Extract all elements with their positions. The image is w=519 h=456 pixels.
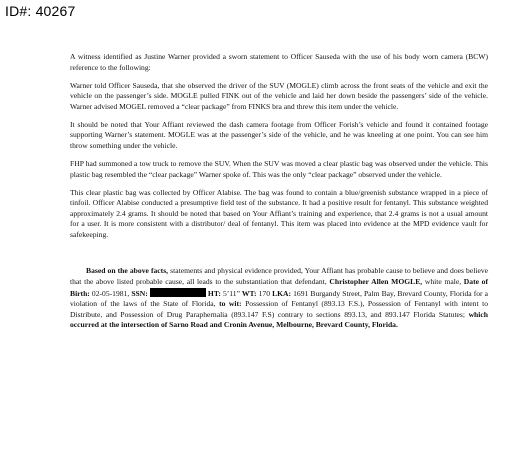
weight-value: 170: [256, 288, 273, 298]
to-wit-label: to wit:: [219, 299, 242, 309]
dob-label: Date of Birth:: [70, 277, 488, 298]
document-id: ID#: 40267: [5, 3, 76, 19]
paragraph-tow-truck: FHP had summoned a tow truck to remove the SUV. When the SUV was moved a clear plastic bag was observed under the vehicle. This plastic bag resembled the “clear package” Warner spoke of. This was the only “clear package” observed under the vehicle.: [70, 158, 488, 179]
ssn-redaction-bar: [150, 288, 206, 297]
lka-value: 1691 Burgandy Street, Palm Bay, Brevard County, Florida for a violation of the laws of the State of Florida,: [70, 288, 488, 309]
lead-bold-text: Based on the above facts,: [86, 266, 169, 276]
height-value: 5’11”: [220, 288, 240, 298]
weight-label: WT:: [239, 288, 257, 298]
paragraph-witness-statement: A witness identified as Justine Warner provided a sworn statement to Officer Sauseda with the use of his body worn camera (BCW) reference to the following:: [70, 52, 488, 72]
paragraph-probable-cause: [70, 266, 488, 331]
document-body: [70, 52, 488, 338]
dob-value: 02-05-1981,: [89, 288, 132, 298]
paragraph-field-test: This clear plastic bag was collected by Officer Alabise. The bag was found to contain a blue/greenish substance wrapped in a piece of tinfoil. Officer Alabise conducted a presumptive field test of the substance. It had a positive result for fentanyl. This substance weighted approximately 2.4 grams. It should be noted that based on Your Affiant’s training and experience, that 2.4 grams is not a usual amount for a user. It is more consistent with a distributor/ deal of fentanyl. This item was placed into evidence at the MPD evidence vault for safekeeping.: [70, 187, 488, 239]
incident-location: which occurred at the intersection of Sarno Road and Cronin Avenue, Melbourne, Brevard County, Florida.: [70, 309, 488, 330]
paragraph-dash-camera: It should be noted that Your Affiant reviewed the dash camera footage from Officer Forish’s vehicle and found it contained footage supporting Warner’s statement. MOGLE was at the passenger’s side of the vehicle, and he was kneeling at one point. You can see him throw something under the vehicle.: [70, 119, 488, 150]
charges-text: Possession of Fentanyl (893.13 F.S.), Possession of Fentanyl with intent to Distribute, and Possession of Drug Paraphernalia (893.147 F.S) contrary to sections 893.13, and 893.147 Florida Statutes;: [70, 299, 489, 319]
defendant-name: Christopher Allen MOGLE,: [329, 277, 423, 287]
defendant-description: white male,: [422, 277, 464, 287]
paragraph-warner-observation: Warner told Officer Sauseda, that she observed the driver of the SUV (MOGLE) climb across the front seats of the vehicle and exit the vehicle on the passenger’s side. MOGLE pulled FINK out of the vehicle and laid her down beside the passengers’ side of the vehicle. Warner advised MOGEL removed a “clear package” from FINKS bra and threw this item under the vehicle.: [70, 80, 488, 111]
height-label: HT:: [205, 288, 221, 298]
ssn-label: SSN:: [131, 288, 148, 298]
lka-label: LKA:: [272, 288, 292, 298]
probable-cause-text: statements and physical evidence provided, Your Affiant has probable cause to believe and does believe that the above listed probable cause, all leads to the substantiation that defendant,: [70, 266, 488, 287]
